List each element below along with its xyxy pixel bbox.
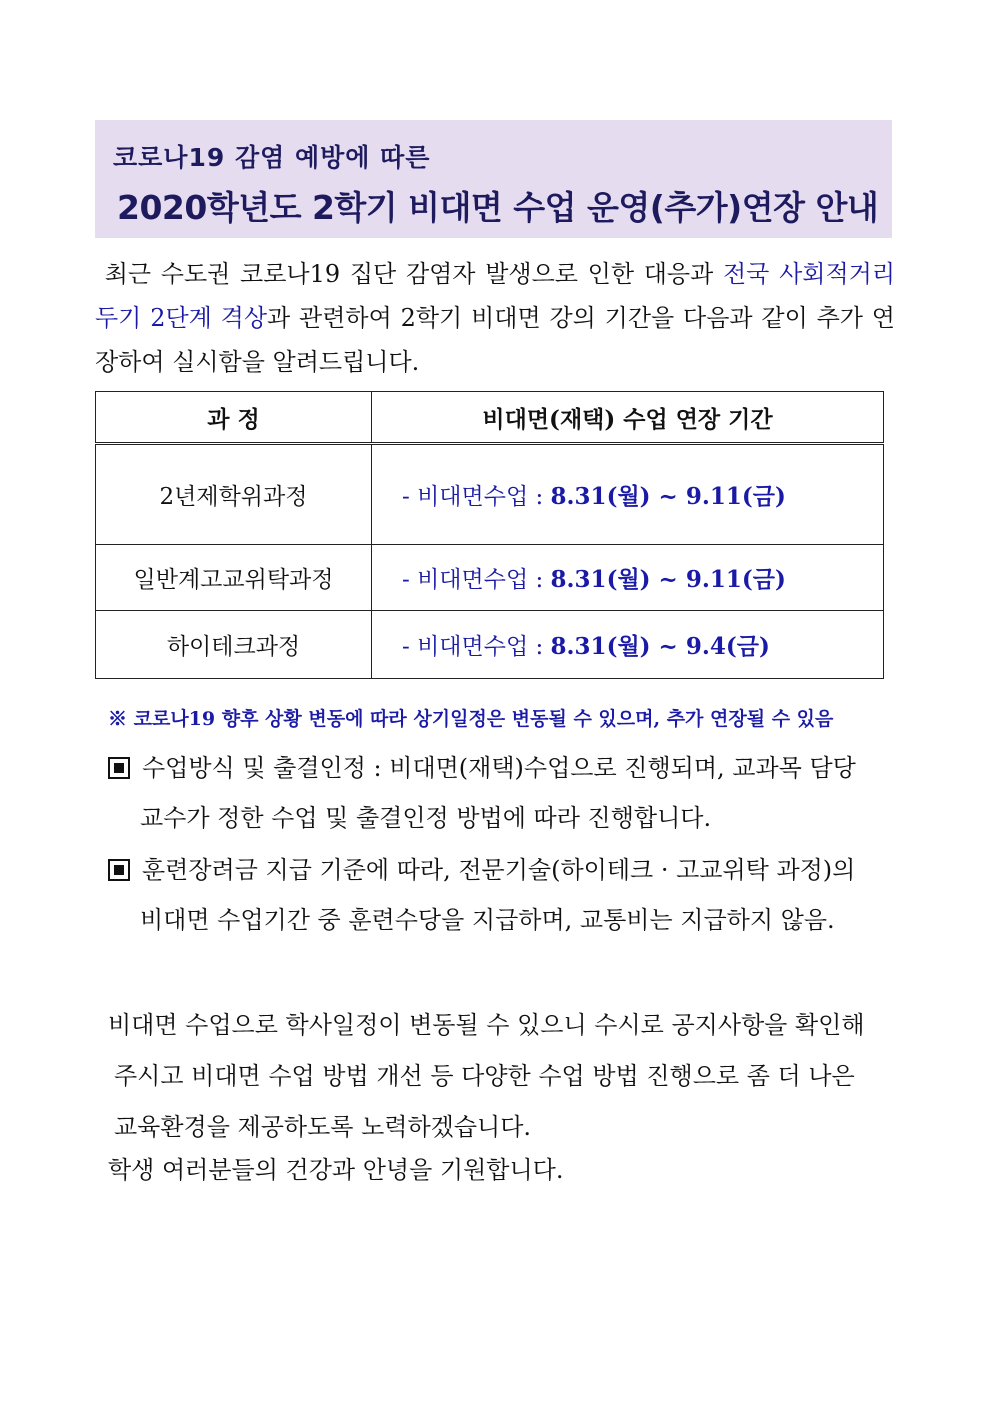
- course-name: 2년제학위과정: [96, 444, 372, 545]
- intro-text-1: 최근 수도권 코로나19 집단 감염자 발생으로 인한 대응과: [104, 260, 723, 288]
- bullet-line-1: 수업방식 및 출결인정 : 비대면(재택)수업으로 진행되며, 교과목 담당: [142, 754, 856, 782]
- bullet-item: [108, 845, 868, 945]
- period-dates: 8.31(월) ~ 9.4(금): [550, 633, 770, 660]
- title-banner: [95, 120, 892, 238]
- bullet-item: [108, 743, 868, 843]
- course-name: 하이테크과정: [96, 611, 372, 679]
- intro-paragraph: [95, 252, 895, 384]
- table-header-row: [96, 392, 884, 444]
- table-row: [96, 545, 884, 611]
- period-dates: 8.31(월) ~ 9.11(금): [550, 483, 786, 510]
- title-subtitle: 코로나19 감염 예방에 따른: [113, 143, 431, 172]
- schedule-note: ※ 코로나19 향후 상황 변동에 따라 상기일정은 변동될 수 있으며, 추가 연장될 수 있음: [108, 708, 834, 730]
- page-title: 2020학년도 2학기 비대면 수업 운영(추가)연장 안내: [117, 188, 879, 227]
- closing-line-2: 주시고 비대면 수업 방법 개선 등 다양한 수업 방법 진행으로 좀 더 나은: [114, 1062, 855, 1090]
- bullet-line-1: 훈련장려금 지급 기준에 따라, 전문기술(하이테크 · 고교위탁 과정)의: [142, 856, 856, 884]
- intro-text-2: 과 관련하여 2학기 비대면 강의 기간을 다음과 같이 추가 연장하여 실시함을 알려드립니다.: [95, 304, 895, 376]
- period-dates: 8.31(월) ~ 9.11(금): [550, 566, 786, 593]
- period-label: - 비대면수업 :: [402, 634, 551, 660]
- bullet-line-2: 교수가 정한 수업 및 출결인정 방법에 따라 진행합니다.: [140, 804, 712, 832]
- closing-line-1: 비대면 수업으로 학사일정이 변동될 수 있으니 수시로 공지사항을 확인해: [108, 1011, 865, 1039]
- course-name: 일반계고교위탁과정: [96, 545, 372, 611]
- square-bullet-icon: [108, 757, 130, 779]
- period-cell: [372, 611, 884, 679]
- period-label: - 비대면수업 :: [402, 484, 551, 510]
- header-period: 비대면(재택) 수업 연장 기간: [372, 392, 884, 444]
- period-label: - 비대면수업 :: [402, 567, 551, 593]
- closing-line-3: 교육환경을 제공하도록 노력하겠습니다.: [114, 1113, 532, 1141]
- table-row: [96, 444, 884, 545]
- bullet-line-2: 비대면 수업기간 중 훈련수당을 지급하며, 교통비는 지급하지 않음.: [140, 906, 835, 934]
- square-bullet-icon: [108, 859, 130, 881]
- schedule-table: [95, 391, 884, 679]
- period-cell: [372, 545, 884, 611]
- period-cell: [372, 444, 884, 545]
- table-row: [96, 611, 884, 679]
- header-course: 과 정: [96, 392, 372, 444]
- closing-wish: 학생 여러분들의 건강과 안녕을 기원합니다.: [108, 1156, 564, 1184]
- closing-paragraph: [108, 1000, 898, 1153]
- intro-highlight: 전국 사회적거리두기 2단계 격상: [95, 260, 895, 332]
